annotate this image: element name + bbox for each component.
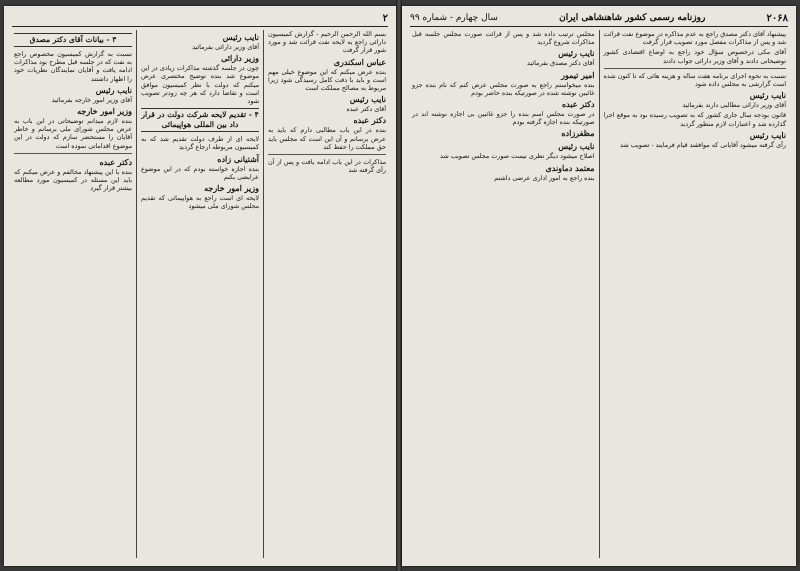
paragraph: بنده راجع به امور اداری عرضی داشتم	[494, 173, 595, 182]
paragraph: نسبت به نحوه اجرای برنامه هفت ساله و هزینه هائی که تا کنون شده است گزارشی به مجلس داده شود	[603, 71, 786, 89]
left-page-columns	[10, 30, 390, 558]
left-page-number: ۲	[382, 12, 388, 24]
paragraph: آقای دکتر عبده	[346, 105, 386, 114]
paragraph: بنده میخواستم راجع به صورت مجلس عرض کنم که نام بنده جزو غائبین نوشته شده در صورتیکه بنده حاضر بودم	[412, 80, 595, 97]
right-page-columns	[408, 30, 790, 558]
paragraph: لایحه ای است راجع به هواپیمائی که تقدیم مجلس شورای ملی میشود	[141, 194, 259, 211]
paragraph: اصلاح میشود دیگر نظری نیست صورت مجلس تصویب شد	[439, 152, 595, 161]
paragraph: آقای وزیر دارائی بفرمائید	[192, 43, 259, 51]
paragraph: آقای دکتر مصدق بفرمائید	[527, 59, 595, 68]
speaker-name: عباس اسکندری	[333, 56, 386, 67]
section-heading: ۳ - بیانات آقای دکتر مصدق	[14, 33, 132, 47]
paragraph: بنده اجازه خواسته بودم که در این موضوع عرایضی بکنم	[141, 164, 259, 181]
left-page-header	[12, 10, 388, 27]
right-column-2	[408, 30, 600, 558]
speaker-name: دکتر عبده	[353, 115, 386, 126]
speaker-name: وزیر امور خارجه	[204, 183, 259, 194]
speaker-name: نایب رئیس	[558, 48, 595, 59]
paragraph: بنده عرض میکنم که این موضوع خیلی مهم است و باید با دقت کامل رسیدگی شود زیرا مربوط به مصالح مملکت است	[268, 67, 386, 93]
paragraph: بسم الله الرحمن الرحیم - گزارش کمیسیون دارائی راجع به لایحه نفت قرائت شد و مورد شور قرار گرفت	[268, 30, 386, 55]
paragraph: رأی گرفته میشود آقایانی که موافقند قیام فرمایند - تصویب شد	[620, 140, 786, 149]
speaker-name: نایب رئیس	[222, 32, 259, 42]
column-divider-rule	[604, 68, 787, 69]
speaker-name: آشتیانی زاده	[217, 153, 259, 164]
speaker-name: وزیر امور خارجه	[77, 106, 132, 117]
speaker-name: نایب رئیس	[749, 90, 786, 101]
paragraph: بنده لازم میدانم توضیحاتی در این باب به عرض مجلس شورای ملی برسانم و خاطر آقایان را مستحضر سازم که دولت در این موضوع اقداماتی نموده است	[14, 117, 132, 150]
speaker-name: معتمد دماوندی	[545, 162, 595, 173]
right-page-number: ۲۰۶۸	[766, 12, 788, 24]
issue-info: سال چهارم - شماره ۹۹	[410, 13, 498, 23]
speaker-name: دکتر عبده	[99, 156, 132, 167]
speaker-name: نایب رئیس	[95, 84, 132, 95]
paragraph: در صورت مجلس اسم بنده را جزو غائبین بی اجازه نوشته اند در صورتیکه بنده اجازه گرفته بودم	[412, 110, 595, 127]
section-heading: ۴ - تقدیم لایحه شرکت دولت در قرار داد بین المللی هواپیمائی	[141, 108, 259, 132]
right-newspaper-page	[402, 6, 796, 566]
left-column-3	[10, 30, 137, 558]
paragraph: مجلس ترتیب داده شد و پس از قرائت صورت مجلس جلسه قبل مذاکرات شروع گردید	[412, 30, 595, 47]
speaker-name: نایب رئیس	[558, 141, 595, 152]
left-column-2	[137, 30, 264, 558]
speaker-name: نایب رئیس	[749, 129, 786, 140]
gazette-title: روزنامه رسمی کشور شاهنشاهی ایران	[559, 13, 706, 23]
paragraph: آقای وزیر دارائی مطالبی دارند بفرمائید	[682, 101, 786, 110]
paragraph: بنده در این باب مطالبی دارم که باید به عرض برسانم و آن این است که مجلس باید حق مملکت را حفظ کند	[268, 126, 386, 151]
paragraph: لایحه ای از طرف دولت تقدیم شد که به کمیسیون مربوطه ارجاع گردید	[141, 135, 259, 152]
paragraph: بنده با این پیشنهاد مخالفم و عرض میکنم که باید این مسئله در کمیسیون مورد مطالعه بیشتر قرار گیرد	[14, 167, 132, 193]
paragraph: آقای مکی درخصوص سؤال خود راجع به اوضاع اقتصادی کشور توضیحاتی دادند و آقای وزیر دارائی جواب دادند	[603, 48, 786, 65]
paragraph: قانون بودجه سال جاری کشور که به تصویب رسیده بود به موقع اجرا گذارده شد و اعتبارات لازم منظور گردید	[603, 111, 786, 128]
speaker-name: امیر تیمور	[561, 69, 595, 80]
speaker-name: وزیر دارائی	[221, 53, 259, 64]
paragraph: پیشنهاد آقای دکتر مصدق راجع به عدم مذاکره در موضوع نفت قرائت شد و پس از مذاکرات مفصل مورد تصویب قرار گرفت	[603, 30, 786, 47]
speaker-name: مظفرزاده	[561, 128, 595, 139]
column-divider-rule	[14, 153, 132, 154]
paragraph: نسبت به گزارش کمیسیون مخصوص راجع به نفت که در جلسه قبل مطرح بود مذاکرات ادامه یافت و آقایان نمایندگان نظریات خود را اظهار داشتند	[14, 50, 132, 83]
column-divider-rule	[268, 154, 386, 155]
paragraph: آقای وزیر امور خارجه بفرمائید	[51, 95, 132, 104]
paragraph: مذاکرات در این باب ادامه یافت و پس از آن رأی گرفته شد	[268, 158, 386, 175]
speaker-name: دکتر عبده	[561, 99, 595, 110]
left-newspaper-page	[4, 6, 396, 566]
speaker-name: نایب رئیس	[349, 94, 386, 105]
paragraph: چون در جلسه گذشته مذاکرات زیادی در این موضوع شد بنده توضیح مختصری عرض میکنم که دولت با نظر کمیسیون موافق است و تقاضا دارد که هر چه زودتر تصویب شود	[141, 64, 259, 106]
left-column-1	[264, 30, 390, 558]
right-page-header	[410, 10, 788, 27]
right-column-1	[600, 30, 791, 558]
